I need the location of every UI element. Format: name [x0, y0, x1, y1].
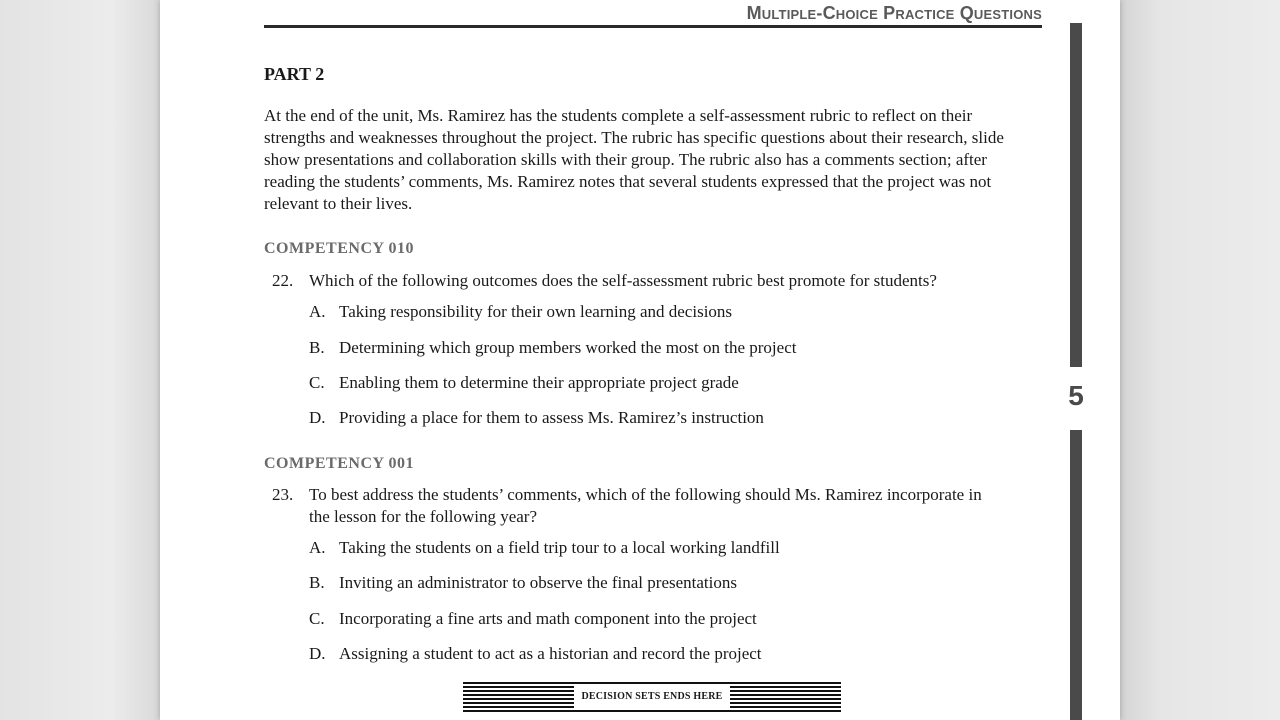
- left-background: [0, 0, 160, 720]
- question-number: 22.: [272, 271, 294, 290]
- option-letter: C.: [309, 373, 325, 392]
- option-text: Inviting an administrator to observe the final presentations: [339, 573, 737, 592]
- document-page: [160, 0, 1120, 720]
- chapter-tab-bar-bottom: [1070, 430, 1082, 720]
- competency-label: COMPETENCY 010: [264, 240, 414, 257]
- chapter-number: 5: [1068, 380, 1084, 411]
- option-letter: B.: [309, 338, 325, 357]
- question-stem: To best address the students’ comments, which of the following should Ms. Ramirez incorporate in the lesson for the following year?: [309, 485, 982, 526]
- option-letter: D.: [309, 408, 326, 427]
- option-letter: C.: [309, 609, 325, 628]
- answer-option: [309, 301, 732, 323]
- answer-option: [309, 407, 764, 429]
- option-letter: A.: [309, 538, 326, 557]
- answer-option: [309, 372, 739, 394]
- answer-option: [309, 537, 780, 559]
- option-text: Determining which group members worked the most on the project: [339, 338, 797, 357]
- option-text: Providing a place for them to assess Ms. Ramirez’s instruction: [339, 408, 764, 427]
- option-text: Assigning a student to act as a historian and record the project: [339, 644, 762, 663]
- option-text: Enabling them to determine their appropriate project grade: [339, 373, 739, 392]
- option-letter: B.: [309, 573, 325, 592]
- part-title: PART 2: [264, 64, 325, 84]
- question-number: 23.: [272, 485, 294, 504]
- passage-text: At the end of the unit, Ms. Ramirez has the students complete a self-assessment rubric to reflect on their strengths and weaknesses throughout the project. The rubric has specific questions about their research, slide show presentations and collaboration skills with their group. The rubric also has a comments section; after reading the students’ comments, Ms. Ramirez notes that several students expressed that the project was not relevant to their lives.: [264, 106, 1004, 213]
- question-22: [264, 270, 1034, 292]
- option-letter: D.: [309, 644, 326, 663]
- option-text: Incorporating a fine arts and math component into the project: [339, 609, 757, 628]
- answer-option: [309, 337, 796, 359]
- answer-option: [309, 608, 757, 630]
- answer-option: [309, 572, 737, 594]
- competency-label: COMPETENCY 001: [264, 455, 414, 472]
- question-23: [264, 484, 984, 528]
- answer-option: [309, 643, 762, 665]
- end-of-section-banner: [463, 682, 841, 712]
- question-stem: Which of the following outcomes does the self-assessment rubric best promote for students?: [309, 271, 937, 290]
- running-header-title: Multiple-Choice Practice Questions: [746, 3, 1042, 23]
- end-banner-label: DECISION SETS ENDS HERE: [574, 684, 730, 710]
- right-background: [1120, 0, 1280, 720]
- option-text: Taking responsibility for their own learning and decisions: [339, 302, 733, 321]
- option-letter: A.: [309, 302, 326, 321]
- option-text: Taking the students on a field trip tour to a local working landfill: [339, 538, 780, 557]
- chapter-tab-bar-top: [1070, 23, 1082, 367]
- header-rule: [264, 25, 1042, 28]
